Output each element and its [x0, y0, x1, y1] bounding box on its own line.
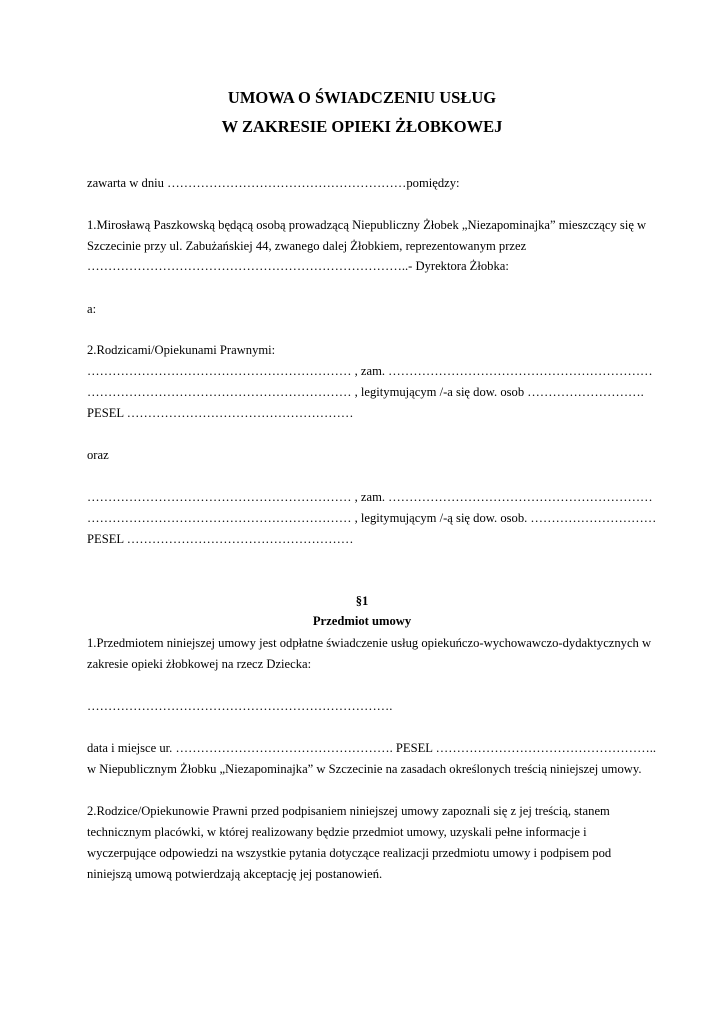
section1-para2-line-4: niniejszą umową potwierdzają akceptację jej postanowień.: [87, 867, 383, 881]
section1-birth-line: data i miejsce ur. ……………………………………………. PESEL ……………………………………………..: [87, 741, 657, 755]
section1-para2-line-1: 2.Rodzice/Opiekunowie Prawni przed podpisaniem niniejszej umowy zapoznali się z jej treścią, stanem: [87, 804, 610, 818]
party2-p1-line-3: PESEL ………………………………………………: [87, 406, 354, 420]
party1-line-2: Szczecinie przy ul. Zabużańskiej 44, zwanego dalej Żłobkiem, reprezentowanym przez: [87, 239, 527, 253]
section1-para2-line-2: technicznym placówki, w której realizowany będzie przedmiot umowy, uzyskali pełne informacje i: [87, 825, 587, 839]
party1-line-3: …………………………………………………………………..- Dyrektora Żłobka:: [87, 259, 509, 273]
party2-p1-line-2: ……………………………………………………… , legitymującym /-a się dow. osob ……………………….: [87, 385, 644, 399]
party2-heading: 2.Rodzicami/Opiekunami Prawnymi:: [87, 343, 276, 357]
section1-child-line: ……………………………………………………………….: [87, 699, 393, 713]
party2-p2-line-2: ……………………………………………………… , legitymującym /-ą się dow. osob. …………………………: [87, 511, 657, 525]
section1-heading: Przedmiot umowy: [312, 614, 412, 628]
section1-location-line: w Niepublicznym Żłobku „Niezapominajka” w Szczecinie na zasadach określonych treścią niniejszej umowy.: [87, 762, 642, 776]
section1-para2-line-3: wyczerpujące odpowiedzi na wszystkie pytania dotyczące realizacji przedmiotu umowy i podpisem pod: [87, 846, 612, 860]
party2-p2-line-3: PESEL ………………………………………………: [87, 532, 354, 546]
section1-para1-line-2: zakresie opieki żłobkowej na rzecz Dziecka:: [87, 657, 312, 671]
party1-line-1: 1.Mirosławą Paszkowską będącą osobą prowadzącą Niepubliczny Żłobek „Niezapominajka” mieszczący się w: [87, 218, 647, 232]
intro-line: zawarta w dniu …………………………………………………pomiędzy:: [87, 176, 460, 190]
and-a-line: a:: [87, 302, 97, 316]
party2-oraz: oraz: [87, 448, 109, 462]
document-title-line-1: UMOWA O ŚWIADCZENIU USŁUG: [227, 88, 497, 107]
section1-para1-line-1: 1.Przedmiotem niniejszej umowy jest odpłatne świadczenie usług opiekuńczo-wychowawczo-dydaktycznych w: [87, 636, 652, 650]
party2-p1-line-1: ……………………………………………………… , zam. ………………………………………………………: [87, 364, 653, 378]
party2-p2-line-1: ……………………………………………………… , zam. ………………………………………………………: [87, 490, 653, 504]
section1-number: §1: [355, 594, 369, 608]
document-title-line-2: W ZAKRESIE OPIEKI ŻŁOBKOWEJ: [221, 117, 503, 136]
